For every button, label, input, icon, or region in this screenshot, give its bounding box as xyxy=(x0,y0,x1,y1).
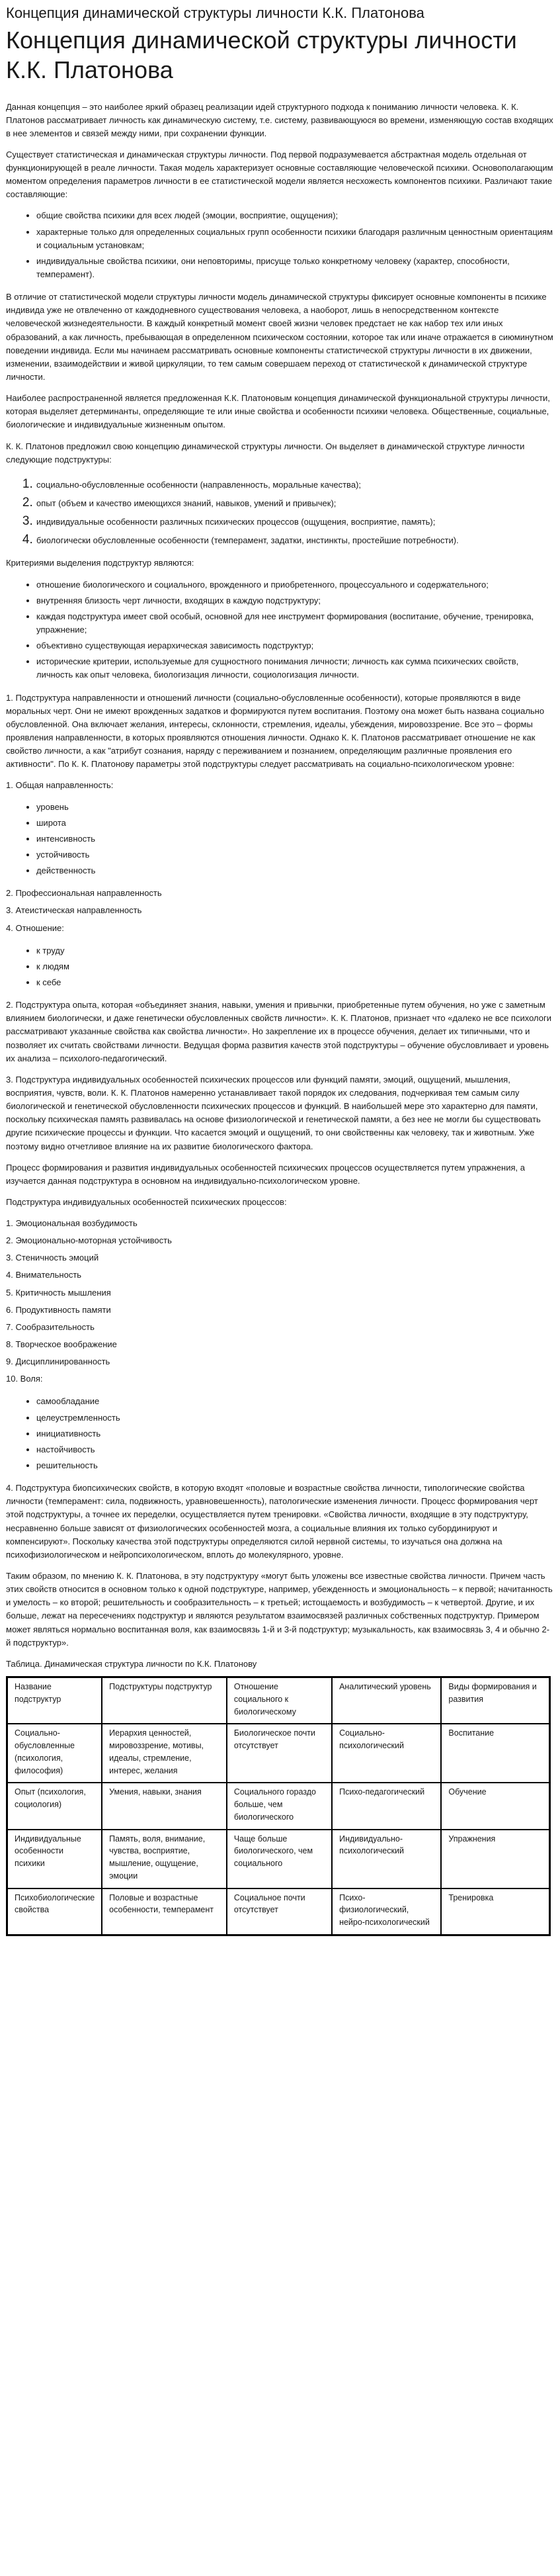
table-cell: Тренировка xyxy=(441,1888,549,1935)
intro-paragraph-2: Существует статистическая и динамическая структуры личности. Под первой подразумевается абстрактная модель отдельная от функционирующей в реале личности. Такая модель характеризует основные составляющие человеческой психики. Основополагающим моментом определения параметров личности в ее статистической модели является несхожесть компонентов психики. Различают такие составляющие: xyxy=(6,149,553,200)
table-cell: Аналитический уровень xyxy=(332,1677,441,1724)
will-list xyxy=(6,1395,554,1472)
general-direction-label: 1. Общая направленность: xyxy=(6,780,114,791)
list-item: • отношение биологического и социального, врожденного и приобретенного, процессуального и содержательного; xyxy=(36,578,554,592)
substructure-3-paragraph-2: Процесс формирования и развития индивидуальных особенностей психических процессов осуществляется путем упражнения, а изучается данная подструктура в основном на индивидуально-психологическом уровне. xyxy=(6,1162,525,1186)
table-cell: Социально-обусловленные (психология, философия) xyxy=(7,1724,102,1783)
list-item: 3. Стеничность эмоций xyxy=(6,1253,99,1263)
table-header-row xyxy=(7,1677,550,1724)
relation-list xyxy=(6,944,554,989)
table-cell: Психо-физиологический, нейро-психологический xyxy=(332,1888,441,1935)
table-caption: Таблица. Динамическая структура личности по К.К. Платонову xyxy=(6,1658,257,1669)
table-cell: Социальное почти отсутствует xyxy=(227,1888,332,1935)
list-item: 6. Продуктивность памяти xyxy=(6,1304,111,1315)
list-item: 2. Профессиональная направленность xyxy=(6,888,162,899)
list-item: 4. Внимательность xyxy=(6,1270,82,1280)
list-item: 10. Воля: xyxy=(6,1374,43,1384)
list-item: • устойчивость xyxy=(36,848,554,862)
list-item: • к труду xyxy=(36,944,554,957)
list-item: 3. индивидуальные особенности различных психических процессов (ощущения, восприятие, память); xyxy=(36,511,554,529)
list-item: • каждая подструктура имеет свой особый, основной для нее инструмент формирования (воспитание, обучение, тренировка, упражнение; xyxy=(36,610,554,637)
list-item: • интенсивность xyxy=(36,832,554,846)
table-cell: Воспитание xyxy=(441,1724,549,1783)
intro-paragraph-3: В отличие от статистической модели структуры личности модель динамической структуры фиксирует основные компоненты в психике индивида уже не отвлеченно от каждодневного существования человека, а наоборот, лишь в непосредственном контексте человеческой жизнедеятельности. В каждый конкретный момент своей жизни человек предстает не как набор тех или иных образований, а как личность, пребывающая в определенном психическом состоянии, которое так или иначе отражается в сиюминутном поведении индивида. Если мы начинаем рассматривать основные компоненты статистической структуры личности в их движении, изменении, взаимодействии и живой циркуляции, то тем самым совершаем переход от статистической к динамической структуре личности. xyxy=(6,292,553,382)
list-item: • широта xyxy=(36,817,554,830)
table-cell: Память, воля, внимание, чувства, восприятие, мышление, ощущение, эмоции xyxy=(102,1830,227,1888)
table-row xyxy=(7,1830,550,1888)
table-cell: Подструктуры подструктур xyxy=(102,1677,227,1724)
table-row xyxy=(7,1888,550,1935)
list-item: 4. биологически обусловленные особенности (темперамент, задатки, инстинкты, простейшие потребности). xyxy=(36,530,554,547)
list-item: 7. Сообразительность xyxy=(6,1321,95,1332)
list-item: 3. Атеистическая направленность xyxy=(6,905,142,916)
list-item: 9. Дисциплинированность xyxy=(6,1356,110,1367)
list-item: • к себе xyxy=(36,976,554,989)
psyche-components-list xyxy=(6,209,554,281)
table-cell: Индивидуально-психологический xyxy=(332,1830,441,1888)
list-item: • общие свойства психики для всех людей (эмоции, восприятие, ощущения); xyxy=(36,209,554,222)
list-item: 8. Творческое воображение xyxy=(6,1339,117,1350)
direction-items xyxy=(6,887,554,934)
table-cell: Биологическое почти отсутствует xyxy=(227,1724,332,1783)
substructure-2-paragraph: 2. Подструктура опыта, которая «объединяет знания, навыки, умения и привычки, приобретенные путем обучения, но уже с заметным влиянием биологически, и даже генетически обусловленных свойств личности». К. К. Платонов, признает что «далеко не все психологи рассматривают указанные свойства как свойства личности». Но закрепление их в процессе обучения, делает их типичными, что и позволяет их считать свойствами личности. Ведущая форма развития качеств этой подструктуры – обучение обусловливает и уровень их анализа – психолого-педагогический. xyxy=(6,1000,551,1063)
list-item: • исторические критерии, используемые для сущностного понимания личности; личность как сумма психических свойств, личность как опыт человека, биологизация личности, социологизация личности. xyxy=(36,655,554,682)
list-item: • объективно существующая иерархическая зависимость подструктур; xyxy=(36,639,554,652)
table-row xyxy=(7,1783,550,1829)
list-item: • характерные только для определенных социальных групп особенности психики благодаря различным ценностным ориентациям и социальным установкам; xyxy=(36,226,554,252)
table-cell: Название подструктур xyxy=(7,1677,102,1724)
table-cell: Индивидуальные особенности психики xyxy=(7,1830,102,1888)
list-item: • к людям xyxy=(36,960,554,973)
table-cell: Психо-педагогический xyxy=(332,1783,441,1829)
table-cell: Чаще больше биологического, чем социального xyxy=(227,1830,332,1888)
table-cell: Умения, навыки, знания xyxy=(102,1783,227,1829)
list-item: • самообладание xyxy=(36,1395,554,1408)
criteria-heading: Критериями выделения подструктур являются: xyxy=(6,558,194,568)
table-cell: Опыт (психология, социология) xyxy=(7,1783,102,1829)
article-title: Концепция динамической структуры личности К.К. Платонова xyxy=(6,26,517,83)
substructures-list xyxy=(6,474,554,548)
table-cell: Отношение социального к биологическому xyxy=(227,1677,332,1724)
psychic-processes-list xyxy=(6,1217,554,1386)
list-item: • уровень xyxy=(36,801,554,814)
substructure-3-list-heading: Подструктура индивидуальных особенностей психических процессов: xyxy=(6,1196,287,1207)
table-cell: Обучение xyxy=(441,1783,549,1829)
table-cell: Психобиологические свойства xyxy=(7,1888,102,1935)
page-header-title: Концепция динамической структуры личности К.К. Платонова xyxy=(6,5,424,21)
list-item: 1. Эмоциональная возбудимость xyxy=(6,1218,138,1229)
intro-paragraph-1: Данная концепция – это наиболее яркий образец реализации идей структурного подхода к пониманию личности человека. К. К. Платонов рассматривает личность как динамическую систему, т.е. систему, развивающуюся во времени, изменяющую состав входящих в нее элементов и связей между ними, при сохранении функции. xyxy=(6,101,553,138)
list-item: • целеустремленность xyxy=(36,1411,554,1425)
list-item: 2. Эмоционально-моторная устойчивость xyxy=(6,1235,172,1246)
list-item: • внутренняя близость черт личности, входящих в каждую подструктуру; xyxy=(36,594,554,607)
general-direction-list xyxy=(6,801,554,878)
table-cell: Упражнения xyxy=(441,1830,549,1888)
table-row xyxy=(7,1724,550,1783)
table-cell: Половые и возрастные особенности, темперамент xyxy=(102,1888,227,1935)
list-item: • решительность xyxy=(36,1459,554,1472)
table-cell: Иерархия ценностей, мировоззрение, мотивы, идеалы, стремление, интерес, желания xyxy=(102,1724,227,1783)
list-item: 5. Критичность мышления xyxy=(6,1287,111,1298)
list-item: • индивидуальные свойства психики, они неповторимы, присуще только конкретному человеку (характер, способности, темперамент). xyxy=(36,255,554,281)
list-item: 4. Отношение: xyxy=(6,922,64,933)
list-item: • настойчивость xyxy=(36,1443,554,1456)
criteria-list xyxy=(6,578,554,682)
substructure-3-paragraph: 3. Подструктура индивидуальных особенностей психических процессов или функций памяти, эмоций, ощущений, мышления, восприятия, чувств, воли. К. К. Платонов намеренно устанавливает такой порядок их следования, подчеркивая тем самым силу биологической и генетической обусловленности психических процессов и функций. В наибольшей мере это характерно для памяти, поскольку психическая память развивалась на основе физиологической и генетической памяти, а без нее не могли бы существовать другие психические процессы и функции. Что касается эмоций и ощущений, то они свойственны как человеку, так и животным. Уже поэтому видно отчетливое влияние на их развитие биологического фактора. xyxy=(6,1074,541,1151)
table-cell: Социального гораздо больше, чем биологического xyxy=(227,1783,332,1829)
structure-table xyxy=(6,1676,551,1936)
table-cell: Социально-психологический xyxy=(332,1724,441,1783)
conclusion-paragraph: Таким образом, по мнению К. К. Платонова, в эту подструктуру «могут быть уложены все известные свойства личности. Причем часть этих свойств относится в основном только к одной подструктуре, например, убежденность и эмоциональность – к первой; начитанность и умелость – ко второй; решительность и сообразительность – к третьей; истощаемость и возбудимость – к четвертой. Другие, и их больше, лежат на пересечениях подструктур и являются результатом взаимосвязей различных собственных подструктур. Примером может являться нормально воспитанная воля, как взаимосвязь 1-й и 3-й подструктур; музыкальность, как взаимосвязь 3, 4 и обычно 2-й подструктур». xyxy=(6,1571,553,1648)
substructure-1-paragraph: 1. Подструктура направленности и отношений личности (социально-обусловленные особенности), которые проявляются в виде моральных черт. Они не имеют врожденных задатков и формируются путем воспитания. Поэтому она может быть названа социально обусловленной. Она включает желания, интересы, склонности, стремления, идеалы, убеждения, мировоззрение. Все это – формы проявления направленности, в которых проявляются отношения личности. Однако К. К. Платонов рассматривает отношение не как свойство личности, а как "атрибут сознания, наряду с переживанием и познанием, определяющим различные проявления его активности". По К. К. Платонову параметры этой подструктуры следует рассматривать на социально-психологическом уровне: xyxy=(6,692,545,770)
table-cell: Виды формирования и развития xyxy=(441,1677,549,1724)
intro-paragraph-4: Наиболее распространенной является предложенная К.К. Платоновым концепция динамической функциональной структуры личности, которая выделяет детерминанты, определяющие те или иные свойства и особенности психики человека. Общественные, социальные, биологические и индивидуальные жизненным опытом. xyxy=(6,393,550,430)
list-item: 1. социально-обусловленные особенности (направленность, моральные качества); xyxy=(36,474,554,492)
intro-paragraph-5: К. К. Платонов предложил свою концепцию динамической структуры личности. Он выделяет в динамической структуре личности следующие подструктуры: xyxy=(6,441,525,465)
list-item: • действенность xyxy=(36,864,554,877)
list-item: 2. опыт (объем и качество имеющихся знаний, навыков, умений и привычек); xyxy=(36,493,554,510)
list-item: • инициативность xyxy=(36,1427,554,1441)
substructure-4-paragraph: 4. Подструктура биопсихических свойств, в которую входят «половые и возрастные свойства личности, типологические свойства личности (темперамент: сила, подвижность, уравновешенность), патологические изменения личности. Процесс формирования черт этой подструктуры, а точнее их переделки, осуществляется путем тренировки. «Свойства личности, входящие в эту подструктуру, несравненно больше зависят от физиологических особенностей мозга, а социальные влияния их только субординируют и компенсируют». Поскольку качества этой подструктуры определяются силой нервной системы, то изучаться она должна на психофизиологическом и нейропсихологическом, вплоть до молекулярного, уровне. xyxy=(6,1483,538,1560)
